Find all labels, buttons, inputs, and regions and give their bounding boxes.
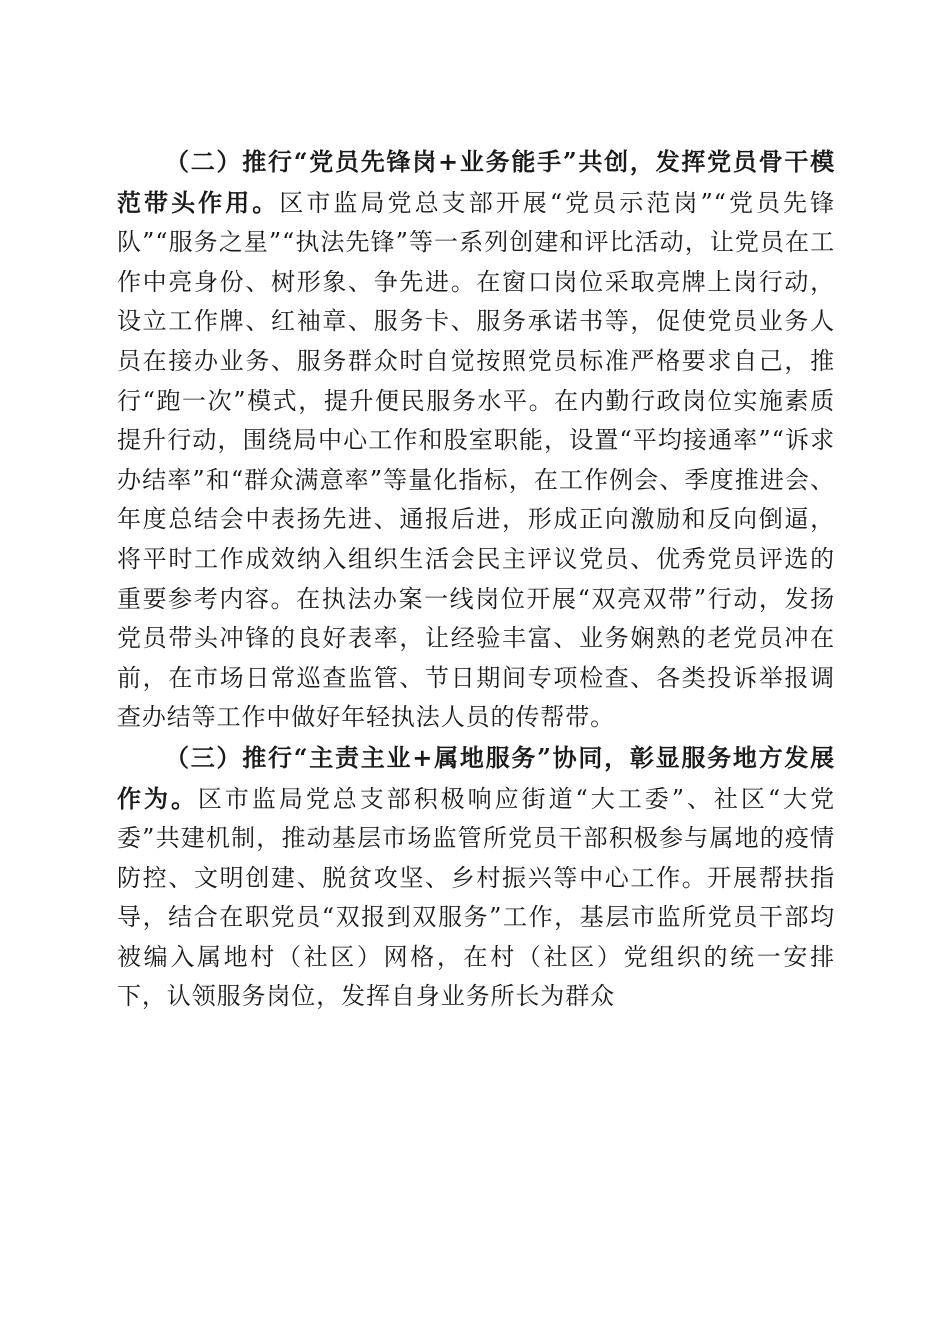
paragraph-section-2 bbox=[117, 142, 835, 738]
section-2-heading: （二）推行“党员先锋岗+业务能手”共创，发挥党员骨干模范带头作用。 bbox=[117, 147, 835, 217]
section-3-body: 区市监局党总支部积极响应街道“大工委”、社区“大党委”共建机制，推动基层市场监管所党员干部积极参与属地的疫情防控、文明创建、脱贫攻坚、乡村振兴等中心工作。开展帮扶指导，结合在职党员“双报到双服务”工作，基层市监所党员干部均被编入属地村（社区）网格，在村（社区）党组织的统一安排下，认领服务岗位，发挥自身业务所长为群众 bbox=[117, 784, 835, 1011]
paragraph-section-3 bbox=[117, 738, 835, 1017]
section-3-heading: （三）推行“主责主业+属地服务”协同，彰显服务地方发展作为。 bbox=[117, 742, 835, 813]
section-2-body: 区市监局党总支部开展“党员示范岗”“党员先锋队”“服务之星”“执法先锋”等一系列创建和评比活动，让党员在工作中亮身份、树形象、争先进。在窗口岗位采取亮牌上岗行动，设立工作牌、红袖章、服务卡、服务承诺书等，促使党员业务人员在接办业务、服务群众时自觉按照党员标准严格要求自己，推行“跑一次”模式，提升便民服务水平。在内勤行政岗位实施素质提升行动，围绕局中心工作和股室职能，设置“平均接通率”“诉求办结率”和“群众满意率”等量化指标，在工作例会、季度推进会、年度总结会中表扬先进、通报后进，形成正向激励和反向倒逼，将平时工作成效纳入组织生活会民主评议党员、优秀党员评选的重要参考内容。在执法办案一线岗位开展“双亮双带”行动，发扬党员带头冲锋的良好表率，让经验丰富、业务娴熟的老党员冲在前，在市场日常巡查监管、节日期间专项检查、各类投诉举报调查办结等工作中做好年轻执法人员的传帮带。 bbox=[117, 188, 835, 732]
document-body bbox=[117, 142, 835, 1017]
